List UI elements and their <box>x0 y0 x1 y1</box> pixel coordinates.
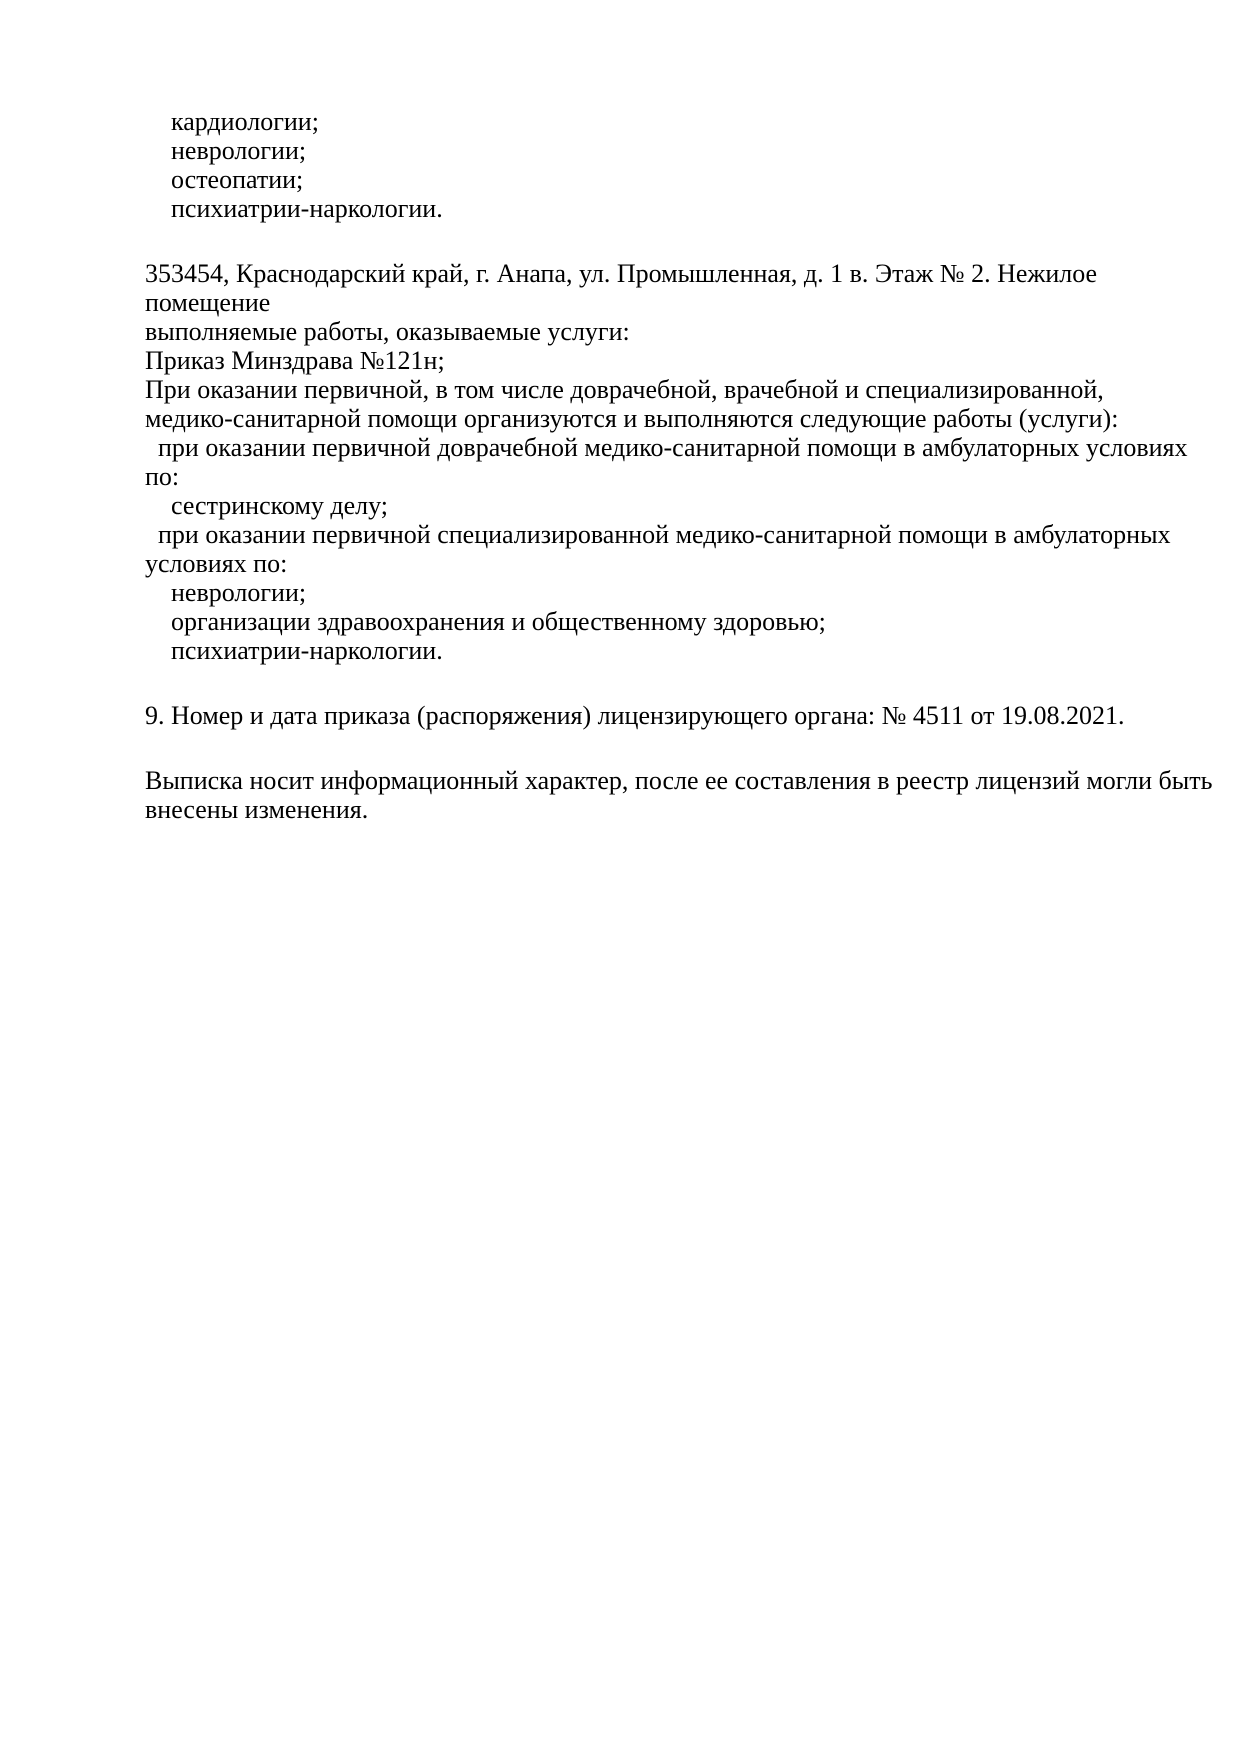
text-line: неврологии; <box>171 578 307 607</box>
text-line: выполняемые работы, оказываемые услуги: <box>145 317 630 346</box>
text-line: сестринскому делу; <box>171 491 389 520</box>
document-text-block <box>145 107 1213 824</box>
text-line: психиатрии-наркологии. <box>171 194 443 223</box>
text-line: психиатрии-наркологии. <box>171 636 443 665</box>
text-line: внесены изменения. <box>145 795 369 824</box>
text-line: при оказании первичной специализированной медико-санитарной помощи в амбулаторных <box>158 520 1171 549</box>
text-line: При оказании первичной, в том числе доврачебной, врачебной и специализированной, <box>145 375 1104 404</box>
blank-line <box>145 730 1152 766</box>
text-line: неврологии; <box>171 136 307 165</box>
text-line: медико-санитарной помощи организуются и выполняются следующие работы (услуги): <box>145 404 1119 433</box>
text-line: условиях по: <box>145 549 288 578</box>
text-line: 9. Номер и дата приказа (распоряжения) лицензирующего органа: № 4511 от 19.08.2021. <box>145 701 1125 730</box>
text-line: Выписка носит информационный характер, после ее составления в реестр лицензий могли быть <box>145 766 1213 795</box>
blank-line <box>145 665 1152 701</box>
text-line: кардиологии; <box>171 107 319 136</box>
text-line: 353454, Краснодарский край, г. Анапа, ул. Промышленная, д. 1 в. Этаж № 2. Нежилое <box>145 259 1098 288</box>
text-line: остеопатии; <box>171 165 304 194</box>
text-line: по: <box>145 462 180 491</box>
text-line: при оказании первичной доврачебной медико-санитарной помощи в амбулаторных условиях <box>158 433 1188 462</box>
text-line: Приказ Минздрава №121н; <box>145 346 445 375</box>
text-line: помещение <box>145 288 271 317</box>
blank-line <box>145 223 1152 259</box>
text-line: организации здравоохранения и общественному здоровью; <box>171 607 826 636</box>
